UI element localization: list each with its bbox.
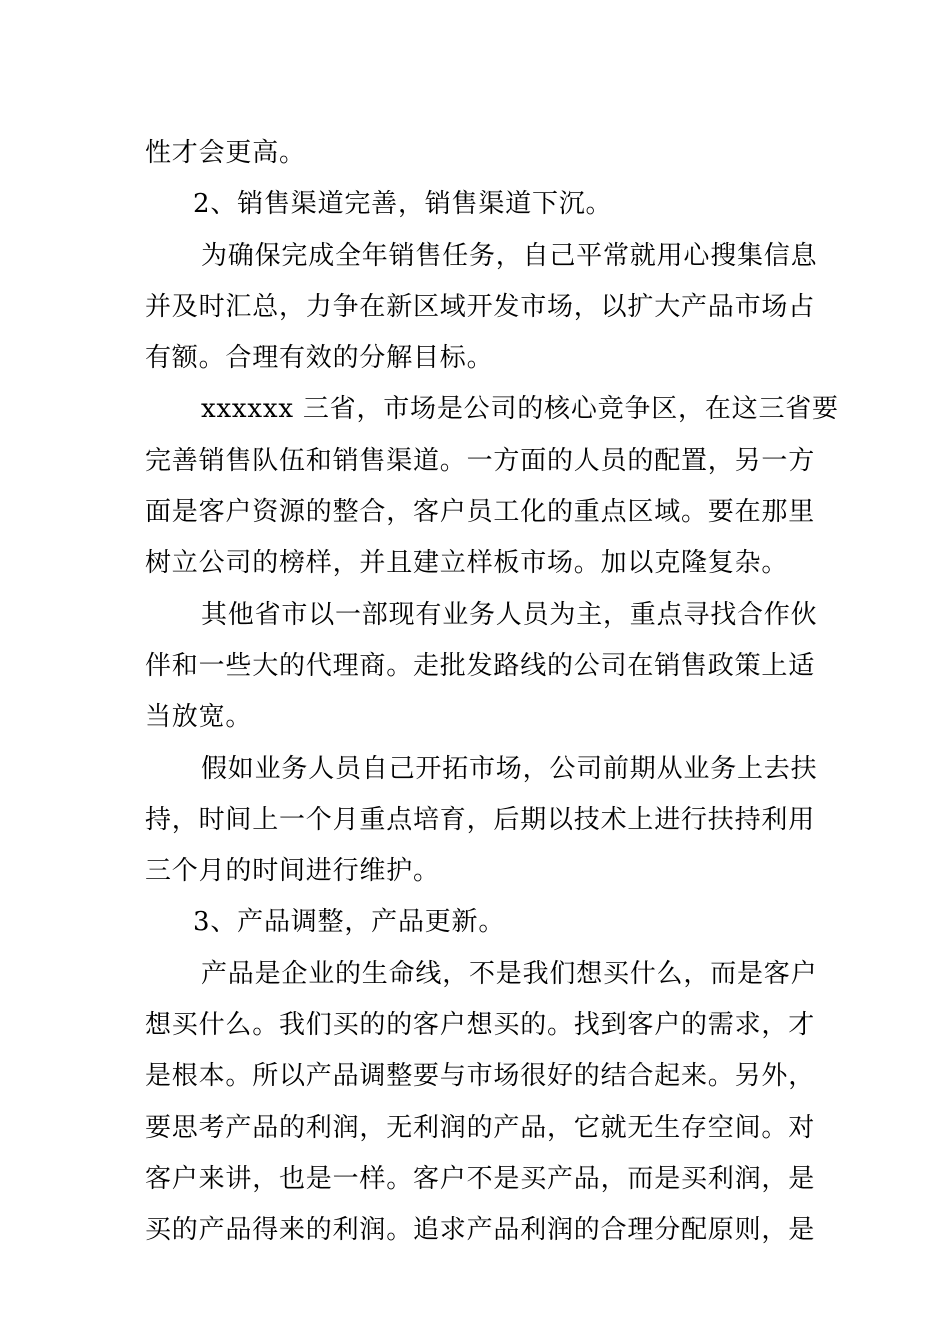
text-line: 想买什么。我们买的的客户想买的。找到客户的需求，才: [145, 1010, 816, 1041]
text-line: 持，时间上一个月重点培育，后期以技术上进行扶持利用: [145, 804, 816, 835]
text-line: 客户来讲，也是一样。客户不是买产品，而是买利润，是: [145, 1163, 816, 1194]
text-line: 要思考产品的利润，无利润的产品，它就无生存空间。对: [145, 1112, 816, 1143]
text-line: 并及时汇总，力争在新区域开发市场，以扩大产品市场占: [145, 291, 816, 322]
section-heading: 2、销售渠道完善，销售渠道下沉。: [193, 189, 613, 220]
document-body: [145, 128, 839, 1257]
text-line: 三个月的时间进行维护。: [145, 856, 440, 887]
text-line: 性才会更高。: [145, 138, 306, 168]
text-line: 假如业务人员自己开拓市场，公司前期从业务上去扶: [201, 753, 818, 784]
text-line: 是根本。所以产品调整要与市场很好的结合起来。另外，: [145, 1061, 816, 1092]
text-line: 为确保完成全年销售任务，自己平常就用心搜集信息: [201, 240, 818, 271]
text-line: 买的产品得来的利润。追求产品利润的合理分配原则，是: [145, 1215, 816, 1246]
text-line: 产品是企业的生命线，不是我们想买什么，而是客户: [201, 958, 818, 989]
text-line: 当放宽。: [145, 702, 253, 733]
text-line: 面是客户资源的整合，客户员工化的重点区域。要在那里: [145, 497, 816, 528]
text-line: 其他省市以一部现有业务人员为主，重点寻找合作伙: [201, 599, 818, 630]
text-line: 完善销售队伍和销售渠道。一方面的人员的配置，另一方: [145, 445, 816, 476]
text-line: 有额。合理有效的分解目标。: [145, 343, 494, 374]
text-line: 伴和一些大的代理商。走批发路线的公司在销售政策上适: [145, 650, 816, 681]
text-line: 树立公司的榜样，并且建立样板市场。加以克隆复杂。: [145, 548, 789, 579]
text-line: xxxxxx 三省，市场是公司的核心竞争区，在这三省要: [201, 394, 839, 425]
section-heading: 3、产品调整，产品更新。: [193, 907, 506, 938]
